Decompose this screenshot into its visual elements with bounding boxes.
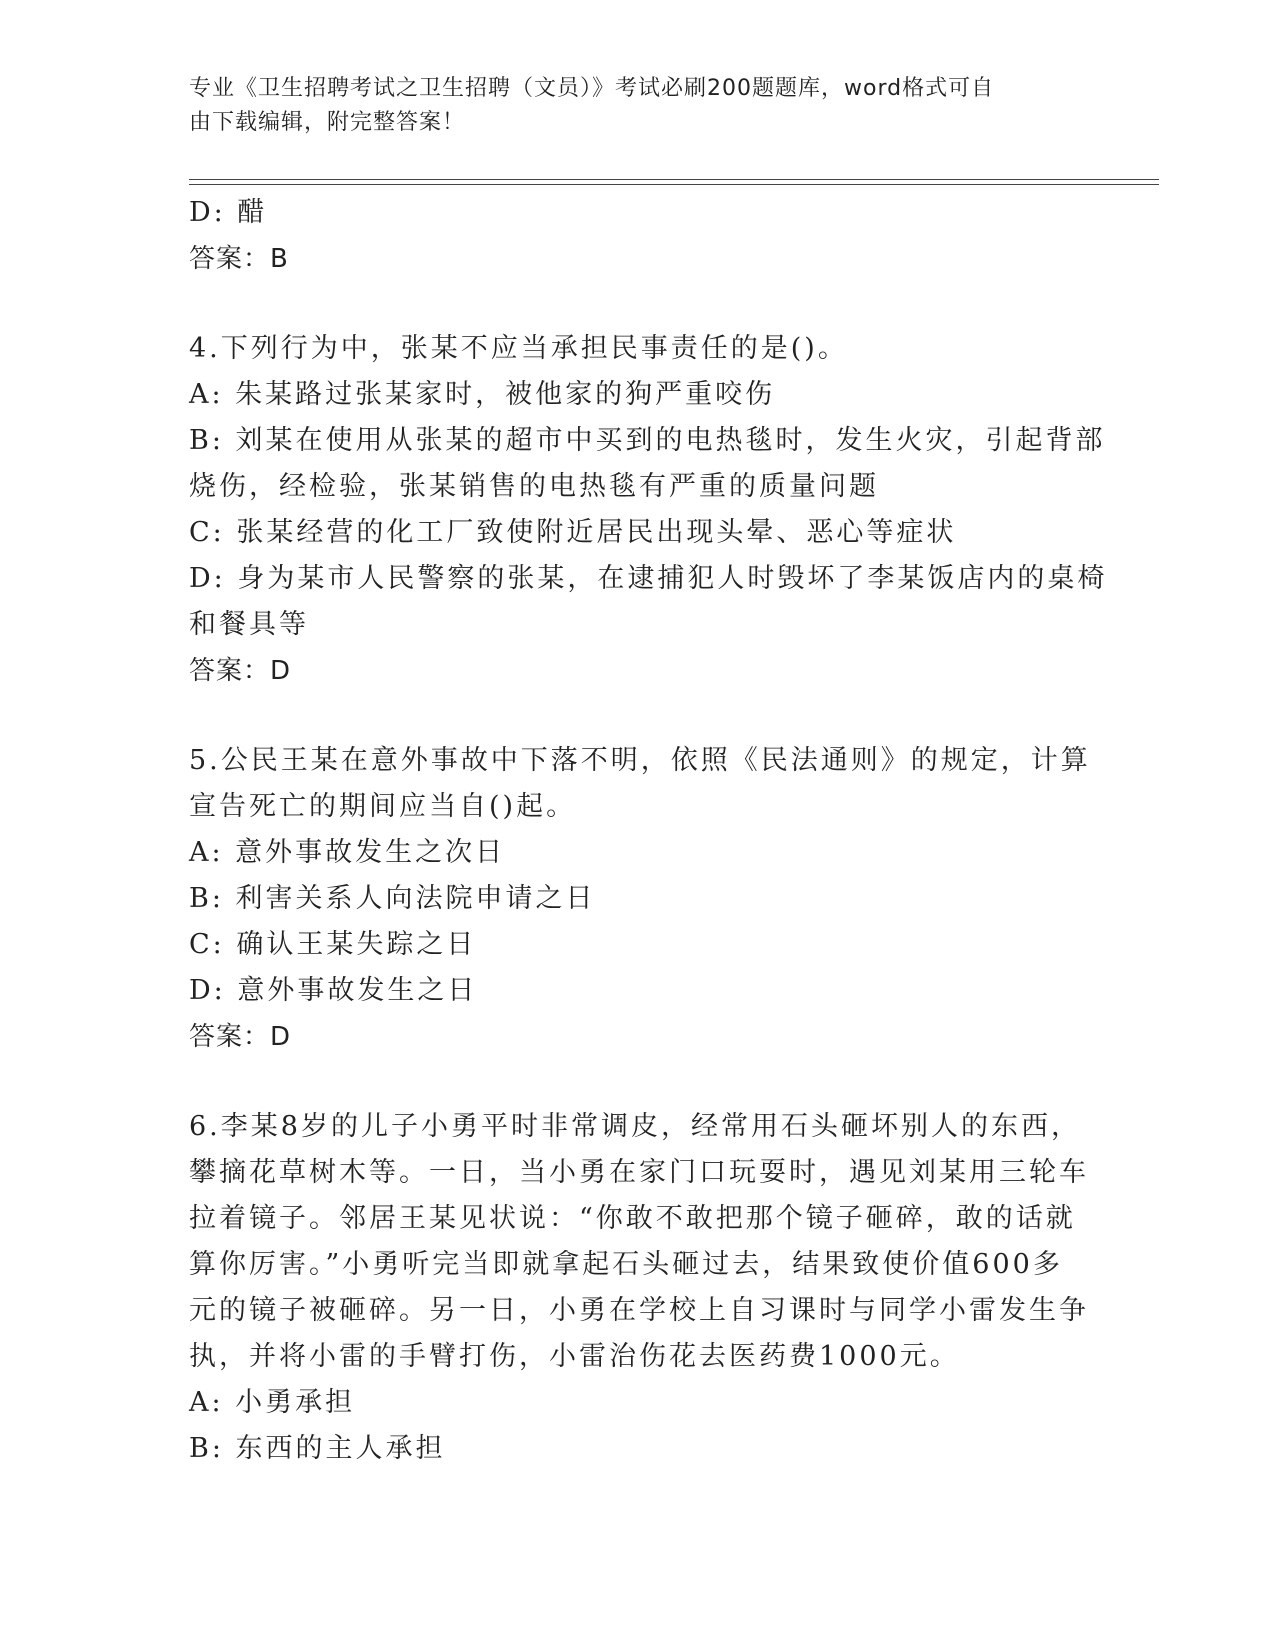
option-a: A: 小勇承担 [189,1387,356,1418]
question-6 [189,1104,1089,1472]
option-b-continued: 烧伤，经检验，张某销售的电热毯有严重的质量问题 [189,471,879,502]
question-stem-continued: 拉着镜子。邻居王某见状说：“你敢不敢把那个镜子砸碎，敢的话就 [189,1203,1076,1234]
question-stem-continued: 算你厉害。”小勇听完当即就拿起石头砸过去，结果致使价值600多 [189,1249,1063,1280]
header-line-1: 专业《卫生招聘考试之卫生招聘（文员）》考试必刷200题题库，word格式可自 [189,76,995,101]
question-stem: 4.下列行为中，张某不应当承担民事责任的是()。 [189,333,848,364]
option-d: D: 身为某市人民警察的张某，在逮捕犯人时毁坏了李某饭店内的桌椅 [189,563,1108,594]
question-3-tail [189,190,1089,282]
option-c: C: 张某经营的化工厂致使附近居民出现头晕、恶心等症状 [189,517,957,548]
option-a: A: 意外事故发生之次日 [189,837,506,868]
option-b: B: 刘某在使用从张某的超市中买到的电热毯时，发生火灾，引起背部 [189,425,1106,456]
answer: 答案：B [189,244,289,274]
question-stem-continued: 攀摘花草树木等。一日，当小勇在家门口玩耍时，遇见刘某用三轮车 [189,1157,1089,1188]
header-line-2: 由下载编辑，附完整答案！ [189,110,466,135]
question-stem-continued: 宣告死亡的期间应当自()起。 [189,791,577,822]
question-4 [189,326,1108,694]
answer: 答案：D [189,656,292,686]
option-c: C: 确认王某失踪之日 [189,929,477,960]
option-d: D: 意外事故发生之日 [189,975,478,1006]
header-divider-bottom [189,184,1159,185]
question-stem: 6.李某8岁的儿子小勇平时非常调皮，经常用石头砸坏别人的东西， [189,1111,1081,1142]
option-b: B: 利害关系人向法院申请之日 [189,883,596,914]
answer: 答案：D [189,1022,292,1052]
option-a: A: 朱某路过张某家时，被他家的狗严重咬伤 [189,379,776,410]
document-body [189,190,1108,1472]
question-stem-continued: 元的镜子被砸碎。另一日，小勇在学校上自习课时与同学小雷发生争 [189,1295,1089,1326]
question-stem: 5.公民王某在意外事故中下落不明，依照《民法通则》的规定，计算 [189,745,1091,776]
header-divider-top [189,179,1159,180]
document-header [189,72,1069,140]
question-5 [189,738,1089,1060]
question-stem-continued: 执，并将小雷的手臂打伤，小雷治伤花去医药费1000元。 [189,1341,960,1372]
option-d-continued: 和餐具等 [189,609,309,640]
option-d: D: 醋 [189,197,268,228]
option-b: B: 东西的主人承担 [189,1433,446,1464]
